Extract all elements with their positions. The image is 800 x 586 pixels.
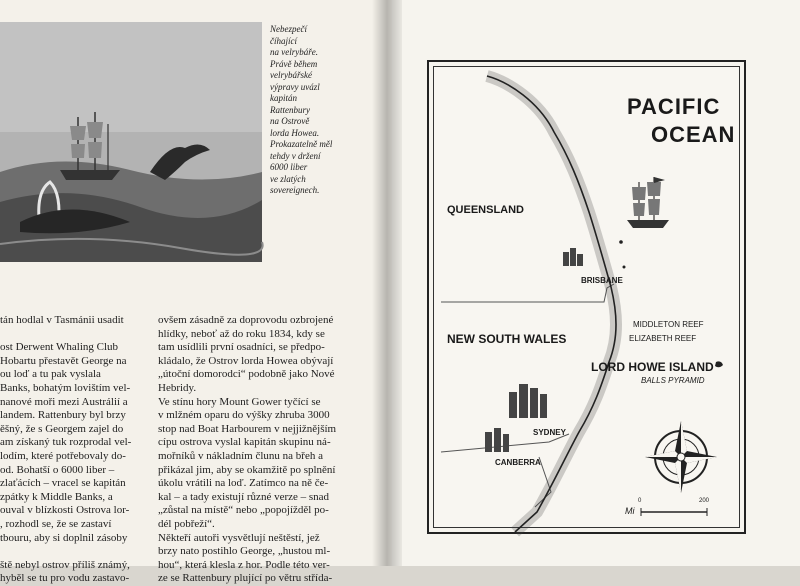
text-line: am získaný tuk rozprodal vel- xyxy=(0,436,132,449)
text-line: tán hodlal v Tasmánii usadit xyxy=(0,314,124,326)
brisbane-buildings-icon xyxy=(563,248,583,266)
text-line: ou loď a tu pak vyslala xyxy=(0,368,101,381)
text-line: cípu ostrova vyslal kapitán skupinu ná- xyxy=(158,436,331,449)
text-line: ovšem zásadně za doprovodu ozbrojené xyxy=(158,314,334,326)
canberra-buildings-icon xyxy=(485,428,509,452)
pacific-label: PACIFIC xyxy=(627,94,721,119)
text-line: v mlžném oparu do výšky zhruba 3000 xyxy=(158,409,330,422)
caption-line: tehdy v držení xyxy=(270,150,321,161)
text-line: Ve stínu hory Mount Gower tyčící se xyxy=(158,395,321,408)
scale-unit-label: Mi xyxy=(625,506,635,516)
ocean-label: OCEAN xyxy=(651,122,736,147)
text-line: ěšný, že s Georgem zajel do xyxy=(0,422,124,435)
lord-howe-island-shape xyxy=(715,361,723,367)
scale-zero-label: 0 xyxy=(638,498,642,504)
balls-pyramid-label: BALLS PYRAMID xyxy=(641,376,705,385)
caption-line: lorda Howea. xyxy=(270,127,320,138)
queensland-label: QUEENSLAND xyxy=(447,204,525,216)
text-line: „zůstal na místě“ nebo „popojížděl po- xyxy=(158,504,329,517)
text-line: hyběl se tu pro vodu zastavo- xyxy=(0,572,130,585)
sydney-buildings-icon xyxy=(509,384,547,418)
nsw-label: NEW SOUTH WALES xyxy=(447,332,567,346)
text-line: , rozhodl se, že se zastaví xyxy=(0,517,112,530)
caption-line: 6000 liber xyxy=(270,162,308,172)
caption-line: na velrybáře. xyxy=(270,47,318,57)
middleton-reef-label: MIDDLETON REEF xyxy=(633,320,704,329)
caption-line: kapitán xyxy=(270,93,297,103)
canberra-label: CANBERRA xyxy=(495,458,541,467)
caption-line: Rattenbury xyxy=(270,104,310,115)
lord-howe-island-label: LORD HOWE ISLAND xyxy=(591,360,714,374)
photo-caption xyxy=(270,24,366,197)
text-line: ouval v blízkosti Ostrova lor- xyxy=(0,504,130,517)
text-line: Hobartu přestavět George na xyxy=(0,354,127,367)
text-line: Hebridy. xyxy=(158,381,197,394)
text-line: ště nebyl ostrov příliš známý, xyxy=(0,558,130,571)
text-line: dél pobřeží“. xyxy=(158,517,215,530)
text-line: landem. Rattenbury byl brzy xyxy=(0,409,126,422)
text-line: zpátky k Middle Banks, a xyxy=(0,490,113,503)
compass-rose-icon xyxy=(645,421,717,493)
caption-line: velrybářské xyxy=(270,70,312,80)
text-line: tbouru, aby si doplnil zásoby xyxy=(0,531,128,544)
text-line: „útoční domorodci“ podobně jako Nové xyxy=(158,368,335,381)
text-line: stop nad Boat Harbourem v nejjižnějším xyxy=(158,422,337,435)
book-gutter xyxy=(372,0,402,566)
scale-max-label: 200 xyxy=(699,498,710,504)
text-line xyxy=(0,545,150,559)
right-page xyxy=(392,0,800,566)
text-line: kládalo, že Ostrov lorda Howea obývají xyxy=(158,354,334,367)
text-line: kal – a tady existují různé verze – snad xyxy=(158,490,330,503)
text-column-right xyxy=(158,314,363,586)
caption-line: výpravy uvázl xyxy=(270,81,320,92)
caption-line: číhající xyxy=(270,35,297,46)
text-line: mořníků v nákladním člunu na břeh a xyxy=(158,449,323,462)
text-column-left xyxy=(0,314,150,586)
text-line: lodím, které potřebovaly do- xyxy=(0,449,126,462)
whaling-illustration xyxy=(0,22,262,262)
caption-line: ve zlatých xyxy=(270,173,306,184)
left-page xyxy=(0,0,392,585)
text-line: zlaťácích – vracel se kapitán xyxy=(0,477,126,490)
text-line: tam usídlili první osadníci, se předpo- xyxy=(158,341,325,354)
brisbane-label: BRISBANE xyxy=(581,276,623,285)
sydney-label: SYDNEY xyxy=(533,428,566,437)
text-line: úkolu vrátili na loď. Zatímco na ně če- xyxy=(158,477,329,490)
text-line: nanové moři mezi Austrálií a xyxy=(0,395,128,408)
text-line: přikázal jim, aby se okamžitě po splnění xyxy=(158,463,336,476)
scale-bar xyxy=(641,508,707,516)
whaling-scene xyxy=(0,22,262,262)
caption-line: na Ostrově xyxy=(270,116,310,126)
text-line: Někteří autoři vysvětlují neštěstí, jež xyxy=(158,531,320,544)
sailing-ship-icon xyxy=(627,177,669,228)
map-east-australia xyxy=(427,60,746,534)
caption-line: sovereignech. xyxy=(270,185,320,195)
text-line: od. Bohatší o 6000 liber – xyxy=(0,463,115,476)
text-line: ost Derwent Whaling Club xyxy=(0,341,119,354)
caption-line: Právě během xyxy=(270,58,318,69)
text-line: Banks, bohatým lovištím vel- xyxy=(0,381,131,394)
text-line: ze se Rattenbury plující po větru střída- xyxy=(158,572,333,585)
caption-line: Nebezpečí xyxy=(270,24,307,34)
text-line: brzy nato postihlo George, „hustou ml- xyxy=(158,545,331,558)
caption-line: Prokazatelně měl xyxy=(270,139,333,149)
text-line: hlídky, neboť až do roku 1834, kdy se xyxy=(158,327,325,340)
text-line: hou“, která klesla z hor. Podle této ver- xyxy=(158,558,330,571)
state-border-qld-nsw xyxy=(441,284,614,302)
elizabeth-reef-label: ELIZABETH REEF xyxy=(629,334,697,343)
text-line xyxy=(0,328,150,342)
